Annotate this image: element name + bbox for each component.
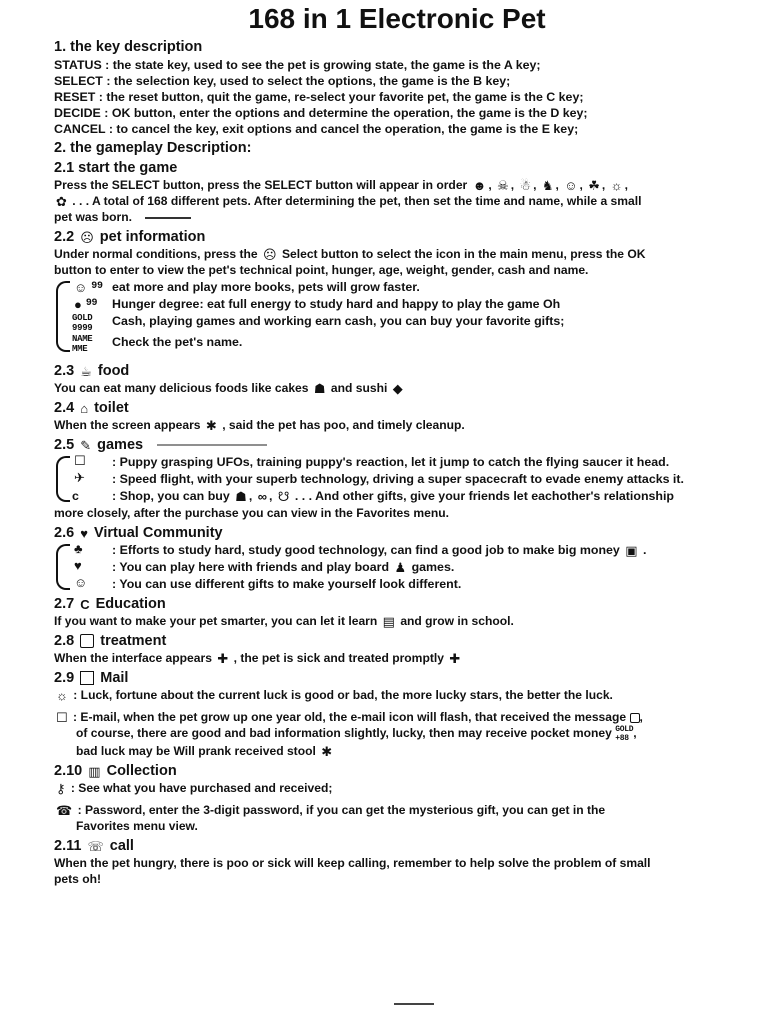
section-2-8-heading: [54, 633, 740, 649]
scribble-divider: [145, 217, 191, 219]
pet-info-text: eat more and play more books, pets will grow faster.: [112, 280, 420, 294]
community-item-text: : You can use different gifts to make yourself look different.: [112, 577, 462, 591]
poo-icon: ✱: [205, 418, 217, 434]
work-icon: ♣: [74, 541, 83, 556]
section-2-11-line-2: pets oh!: [54, 872, 102, 886]
section-2-8-title: treatment: [100, 633, 167, 649]
section-2-3-heading: [54, 363, 740, 379]
pet-info-text: Hunger degree: eat full energy to study hard and happy to play the game Oh: [112, 297, 561, 311]
section-2-3-number: 2.3: [54, 363, 75, 379]
section-2-1-text-2: . . . A total of 168 different pets. After determining the pet, then set the time and name, while a small: [72, 194, 642, 208]
education-icon: C: [80, 596, 90, 612]
section-1-heading: 1. the key description: [54, 39, 203, 55]
info-icon: ☹: [80, 229, 94, 245]
section-2-1-line-2: [54, 193, 740, 209]
key-line-reset: RESET : the reset button, quit the game, re-select your favorite pet, the game is the C key;: [54, 90, 584, 104]
community-item: [72, 576, 740, 592]
menu-icon: ☹: [263, 247, 277, 263]
games-item-text: : Speed flight, with your superb technology, driving a super spacecraft to evade enemy attacks it.: [112, 472, 684, 486]
section-2-5-cont: more closely, after the purchase you can view in the Favorites menu.: [54, 506, 449, 520]
section-2-heading: 2. the gameplay Description:: [54, 140, 252, 156]
medicine-icon: ✚: [449, 651, 461, 667]
section-2-7-text-1b: and grow in school.: [400, 614, 514, 628]
section-2-6-number: 2.6: [54, 525, 75, 541]
left-brace: [56, 281, 70, 352]
games-item: [72, 471, 740, 487]
section-2-10-text-1: : See what you have purchased and received;: [70, 781, 333, 795]
community-item: ♣ : Efforts to study hard, study good technology, can find a good job to make big money ▣ .: [74, 541, 647, 559]
section-2-2-line-2: button to enter to view the pet's technical point, hunger, age, weight, gender, cash and name.: [54, 263, 589, 277]
section-2-11-title: call: [109, 838, 134, 854]
section-2-8-line: [54, 650, 740, 666]
money-icon: ▣: [625, 543, 638, 559]
games-item-text: : Puppy grasping UFOs, training puppy's reaction, let it jump to catch the flying saucer it head.: [112, 455, 670, 469]
section-2-1-text-3: pet was born.: [54, 210, 132, 224]
section-2-7-line: [54, 613, 740, 629]
section-2-9-luck: [54, 687, 740, 703]
section-2-9-mail-text-1: : E-mail, when the pet grow up one year old, the e-mail icon will flash, that received the message: [73, 710, 627, 724]
key-line-select: SELECT : the selection key, used to select the options, the game is the B key;: [54, 74, 511, 88]
community-item-text: : Efforts to study hard, study good technology, can find a good job to make big money: [112, 543, 620, 557]
section-2-11-heading: [54, 838, 740, 854]
pet-info-item: [72, 296, 740, 312]
section-2-3-line: [54, 380, 740, 396]
section-2-9-title: Mail: [100, 670, 129, 686]
spacecraft-icon: ✈: [74, 470, 85, 485]
section-2-4-text-1a: When the screen appears: [54, 418, 201, 432]
gift-icon-3: ☋: [277, 489, 290, 505]
cake-icon: ☗: [313, 381, 326, 397]
games-item: c : Shop, you can buy ☗ , ∞ , ☋ . . . And other gifts, give your friends let eachother's relationship: [72, 489, 674, 505]
pet-icon-5: ☺: [564, 178, 578, 194]
section-2-2-title: pet information: [99, 229, 206, 245]
gift-icon-1: ☗: [235, 489, 247, 505]
section-2-4-title: toilet: [94, 400, 129, 416]
pet-icon-2: ☠: [497, 178, 509, 194]
school-icon: ▤: [382, 614, 395, 630]
section-2-2-heading: [54, 229, 740, 245]
key-icon: ⚷: [56, 781, 66, 797]
section-2-5-title: games: [97, 437, 144, 453]
pet-info-item: [72, 313, 740, 333]
section-2-2-number: 2.2: [54, 229, 75, 245]
section-2-10-line-1: [54, 780, 740, 796]
section-2-10-line-2: [54, 802, 740, 818]
section-2-2-line-1: [54, 246, 740, 262]
page-title: 168 in 1 Electronic Pet: [248, 3, 546, 34]
pet-info-text: Check the pet's name.: [112, 335, 243, 349]
section-2-4-number: 2.4: [54, 400, 75, 416]
community-item-text: : You can play here with friends and play board: [112, 560, 390, 574]
mailbox-icon: ☐: [56, 710, 68, 726]
key-description: [54, 57, 740, 137]
pet-icon-7: ☼: [610, 178, 623, 194]
section-2-1-text-1: Press the SELECT button, press the SELECT button will appear in order: [54, 178, 468, 192]
section-2-10-heading: [54, 763, 740, 779]
section-2-4-text-1b: , said the pet has poo, and timely cleanup.: [222, 418, 465, 432]
drop-icon: ●: [74, 296, 82, 312]
community-item-tail: games.: [411, 560, 455, 574]
name-label: NAME MME: [72, 334, 93, 354]
scribble-line: [157, 444, 267, 446]
section-2-7-title: Education: [95, 596, 166, 612]
luck-icon: ☼: [56, 688, 68, 704]
section-2-10-number: 2.10: [54, 763, 83, 779]
pet-icon-6: ☘: [588, 178, 600, 194]
section-2-9-number: 2.9: [54, 670, 75, 686]
gift-look-icon: ☺: [74, 575, 88, 590]
section-2-8-text-1b: , the pet is sick and treated promptly: [233, 651, 444, 665]
games-item-text: : Shop, you can buy: [112, 489, 230, 503]
board-game-icon: ♟: [394, 560, 407, 576]
pet-icon-3: ☃: [519, 178, 532, 194]
pet-info-key-text: 99: [91, 281, 103, 292]
section-2-3-text-1b: and sushi: [330, 381, 388, 395]
community-list: [72, 542, 740, 592]
call-icon: ☏: [87, 838, 104, 854]
section-2-9-mail-3: [76, 743, 740, 759]
section-2-5-number: 2.5: [54, 437, 75, 453]
pet-info-list: [72, 279, 740, 354]
smile-icon: ☺: [74, 279, 88, 295]
footer-scribble: [394, 1003, 434, 1005]
gift-icon-2: ∞: [257, 489, 267, 505]
section-2-11-line-1: When the pet hungry, there is poo or sick will keep calling, remember to help solve the problem of small: [54, 856, 651, 870]
pet-icon-1: ☻: [472, 178, 487, 194]
games-item: [72, 454, 740, 470]
stool-icon: ✱: [321, 744, 333, 760]
section-2-5-heading: [54, 437, 740, 453]
section-2-9-mail-2: of course, there are good and bad information slightly, lucky, then may receive pocket money GOLD +88 ,: [76, 725, 637, 743]
section-2-7-number: 2.7: [54, 596, 75, 612]
pet-info-key-text: 99: [85, 298, 98, 309]
message-icon: [630, 713, 640, 723]
pet-icon-4: ♞: [541, 178, 554, 194]
section-2-9-mail-text-2: of course, there are good and bad information slightly, lucky, then may receive pocket money: [76, 726, 612, 741]
section-2-1-line-1: Press the SELECT button, press the SELECT button will appear in order ☻ , ☠ , ☃ , ♞ , ☺ , ☘ , ☼ ,: [54, 178, 628, 194]
games-list: [72, 454, 740, 504]
ufo-icon: ☐: [74, 453, 86, 468]
section-2-8-number: 2.8: [54, 633, 75, 649]
pet-info-item: [72, 279, 740, 295]
food-icon: ☕: [80, 363, 92, 379]
key-line-status: STATUS : the state key, used to see the pet is growing state, the game is the A key;: [54, 58, 541, 72]
collection-icon: ▥: [88, 763, 101, 779]
community-icon: ♥: [80, 525, 88, 541]
key-line-cancel: CANCEL : to cancel the key, exit options and cancel the operation, the game is the E key;: [54, 122, 579, 136]
section-2-7-heading: [54, 596, 740, 612]
section-2-2-text-1a: Under normal conditions, press the: [54, 247, 258, 261]
section-2-3-title: food: [97, 363, 130, 379]
section-2-11-number: 2.11: [54, 838, 82, 854]
mail-icon: [80, 671, 94, 685]
left-brace: [56, 456, 70, 502]
gold-plus-label: GOLD +88: [615, 725, 634, 743]
section-2-9-luck-text: : Luck, fortune about the current luck is good or bad, the more lucky stars, the better the luck.: [73, 688, 613, 702]
gold-label: GOLD 9999: [72, 313, 93, 333]
community-item: [72, 559, 740, 575]
section-2-4-heading: [54, 400, 740, 416]
section-2-6-heading: [54, 525, 740, 541]
section-2-10-title: Collection: [106, 763, 177, 779]
sushi-icon: ◆: [392, 381, 403, 397]
key-line-decide: DECIDE : OK button, enter the options and determine the operation, the game is the D key;: [54, 106, 588, 120]
section-2-3-text-1a: You can eat many delicious foods like cakes: [54, 381, 309, 395]
section-2-9-mail-text-3: bad luck may be Will prank received stool: [76, 744, 316, 758]
games-item-text-tail: . . . And other gifts, give your friends let eachother's relationship: [294, 489, 674, 503]
section-2-6-title: Virtual Community: [93, 525, 223, 541]
section-2-1-line-3: [54, 209, 740, 225]
section-2-1-heading: 2.1 start the game: [54, 160, 178, 176]
pet-info-item: [72, 334, 740, 354]
section-2-8-text-1a: When the interface appears: [54, 651, 212, 665]
pet-info-text: Cash, playing games and working earn cash, you can buy your favorite gifts;: [112, 314, 565, 328]
games-icon: ✎: [80, 437, 92, 453]
toilet-icon: ⌂: [80, 400, 89, 416]
shop-key: c: [72, 489, 79, 503]
treatment-icon: [80, 634, 94, 648]
section-2-10-line-3: Favorites menu view.: [76, 819, 198, 833]
section-2-10-text-2: : Password, enter the 3-digit password, if you can get the mysterious gift, you can get in the: [77, 803, 606, 817]
section-2-9-mail-1: ☐ : E-mail, when the pet grow up one year old, the e-mail icon will flash, that received the message ,: [56, 710, 643, 726]
section-2-2-text-1b: Select button to select the icon in the main menu, press the OK: [281, 247, 646, 261]
password-icon: ☎: [56, 803, 73, 819]
section-2-9-heading: [54, 670, 740, 686]
section-2-4-line: [54, 417, 740, 433]
section-2-7-text-1a: If you want to make your pet smarter, you can let it learn: [54, 614, 378, 628]
pet-icon-8: ✿: [56, 194, 67, 210]
sick-icon: ✚: [217, 651, 229, 667]
friends-icon: ♥: [74, 558, 82, 573]
left-brace: [56, 544, 70, 590]
